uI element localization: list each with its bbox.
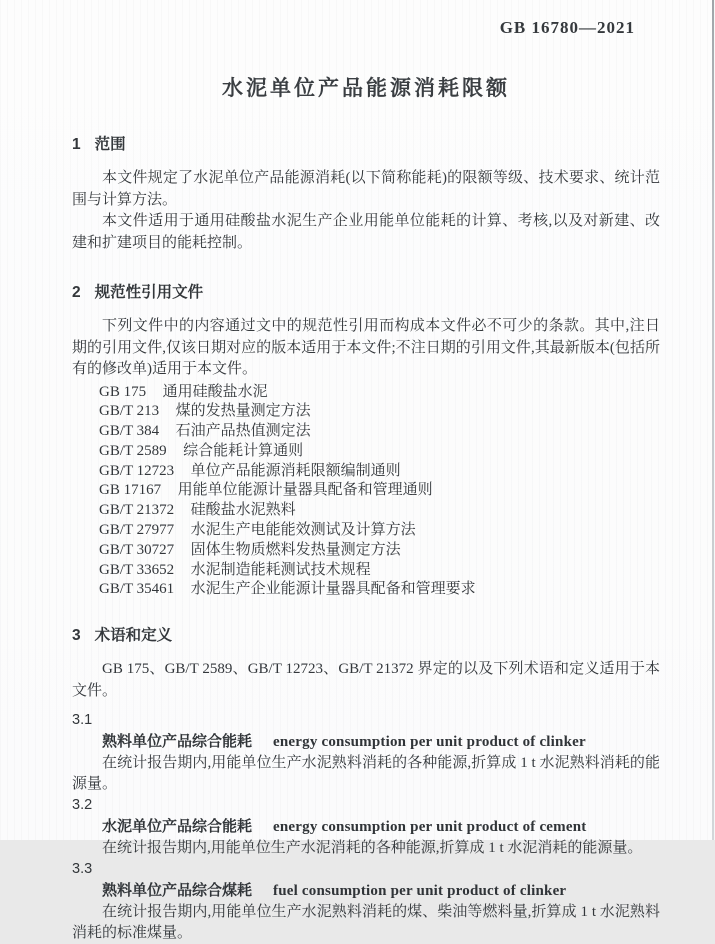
term-title-en: energy consumption per unit product of cement xyxy=(273,819,587,836)
term-entry xyxy=(72,710,660,795)
ref-code: GB/T 27977 xyxy=(99,522,175,539)
section-2-heading xyxy=(72,283,660,303)
ref-code: GB/T 33652 xyxy=(99,561,175,578)
reference-item xyxy=(72,383,660,403)
section-1-title: 范围 xyxy=(94,136,126,153)
section-1-paragraph-2: 本文件适用于通用硅酸盐水泥生产企业用能单位能耗的计算、考核,以及对新建、改建和扩建项目的能耗控制。 xyxy=(72,213,660,251)
ref-code: GB/T 35461 xyxy=(99,581,175,598)
term-title-zh: 熟料单位产品综合能耗 xyxy=(102,733,253,751)
doc-number: GB 16780—2021 xyxy=(499,18,635,37)
term-definition: 在统计报告期内,用能单位生产水泥熟料消耗的各种能源,折算成 1 t 水泥熟料消耗的能源量。 xyxy=(72,755,660,793)
term-definition: 在统计报告期内,用能单位生产水泥消耗的各种能源,折算成 1 t 水泥消耗的能源量。 xyxy=(102,840,643,857)
section-1-number: 1 xyxy=(72,136,81,153)
reference-item xyxy=(72,521,660,541)
term-entry xyxy=(72,795,660,859)
reference-item xyxy=(72,402,660,422)
reference-item xyxy=(72,481,660,501)
reference-item xyxy=(72,580,660,600)
section-1-paragraph-1: 本文件规定了水泥单位产品能源消耗(以下简称能耗)的限额等级、技术要求、统计范围与计算方法。 xyxy=(72,170,660,208)
reference-item xyxy=(72,442,660,462)
term-title-zh: 熟料单位产品综合煤耗 xyxy=(102,882,253,900)
ref-code: GB/T 2589 xyxy=(99,442,167,459)
reference-list xyxy=(72,383,660,601)
ref-code: GB/T 213 xyxy=(99,403,160,420)
ref-code: GB/T 12723 xyxy=(99,462,175,479)
ref-title: 水泥生产企业能源计量器具配备和管理要求 xyxy=(190,581,476,598)
ref-code: GB/T 30727 xyxy=(99,541,175,558)
term-title-zh: 水泥单位产品综合能耗 xyxy=(102,818,253,836)
ref-title: 水泥生产电能能效测试及计算方法 xyxy=(190,522,416,539)
term-title-en: fuel consumption per unit product of clinker xyxy=(273,883,567,900)
ref-title: 固体生物质燃料发热量测定方法 xyxy=(190,541,401,558)
ref-title: 石油产品热值测定法 xyxy=(175,423,311,440)
reference-item xyxy=(72,561,660,581)
ref-title: 通用硅酸盐水泥 xyxy=(162,383,268,400)
reference-item xyxy=(72,422,660,442)
section-1-heading xyxy=(72,135,660,155)
ref-title: 硅酸盐水泥熟料 xyxy=(190,502,296,519)
reference-item xyxy=(72,462,660,482)
section-2-number: 2 xyxy=(72,284,81,301)
ref-code: GB/T 384 xyxy=(99,423,160,440)
section-3-title: 术语和定义 xyxy=(94,627,173,645)
ref-title: 综合能耗计算通则 xyxy=(183,442,304,459)
term-entry xyxy=(72,859,660,944)
ref-code: GB 175 xyxy=(99,383,147,400)
term-number: 3.1 xyxy=(72,712,93,729)
term-title-en: energy consumption per unit product of clinker xyxy=(273,734,586,751)
ref-title: 用能单位能源计量器具配备和管理通则 xyxy=(177,482,433,499)
section-3-heading xyxy=(72,626,660,646)
term-number: 3.3 xyxy=(72,861,93,878)
ref-code: GB 17167 xyxy=(99,482,162,499)
term-title xyxy=(72,880,660,902)
section-3-number: 3 xyxy=(72,627,81,645)
term-title xyxy=(72,816,660,838)
section-2-title: 规范性引用文件 xyxy=(94,284,204,301)
reference-item xyxy=(72,501,660,521)
section-3-intro: GB 175、GB/T 2589、GB/T 12723、GB/T 21372 界定的以及下列术语和定义适用于本文件。 xyxy=(72,661,660,699)
ref-title: 煤的发热量测定方法 xyxy=(175,403,311,420)
term-number: 3.2 xyxy=(72,797,93,814)
term-title xyxy=(72,731,660,753)
reference-item xyxy=(72,541,660,561)
ref-title: 水泥制造能耗测试技术规程 xyxy=(190,561,371,578)
term-definition: 在统计报告期内,用能单位生产水泥熟料消耗的煤、柴油等燃料量,折算成 1 t 水泥熟料消耗的标准煤量。 xyxy=(72,904,660,942)
doc-title: 水泥单位产品能源消耗限额 xyxy=(222,77,510,100)
terms-list xyxy=(72,710,660,944)
section-2-intro: 下列文件中的内容通过文中的规范性引用而构成本文件必不可少的条款。其中,注日期的引用文件,仅该日期对应的版本适用于本文件;不注日期的引用文件,其最新版本(包括所有的修改单)适用于本文件。 xyxy=(72,318,660,377)
ref-code: GB/T 21372 xyxy=(99,502,175,519)
ref-title: 单位产品能源消耗限额编制通则 xyxy=(190,462,401,479)
